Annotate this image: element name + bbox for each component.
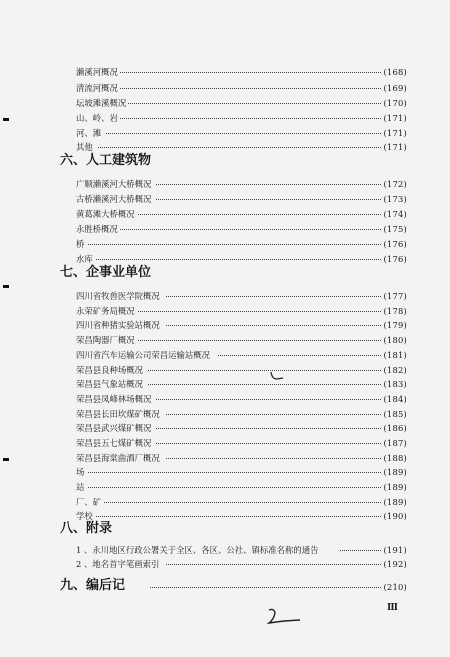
- toc-entry: [76, 378, 407, 390]
- toc-entry: [76, 223, 407, 235]
- toc-entry-label: 黄葛滩大桥概况: [76, 209, 135, 219]
- toc-entry-page: (183): [383, 379, 407, 389]
- toc-entry: [76, 178, 407, 190]
- toc-entry-page: (176): [383, 254, 407, 264]
- toc-entry-page: (168): [383, 67, 407, 77]
- section-heading: 八、附录: [60, 521, 113, 536]
- toc-entry-label: 荣昌县良种场概况: [76, 365, 143, 375]
- toc-entry-page: (189): [383, 467, 407, 477]
- handwritten-scribble: [266, 606, 306, 628]
- toc-entry: [76, 97, 407, 109]
- toc-entry-page: (169): [383, 83, 407, 93]
- toc-entry-page: (180): [383, 335, 407, 345]
- toc-entry-label: 荣昌县海棠曲酒厂概况: [76, 453, 160, 463]
- toc-entry-page: (178): [383, 306, 407, 316]
- toc-entry-label: 荣昌县五七煤矿概况: [76, 438, 152, 448]
- toc-entry-label: 荣昌县武兴煤矿概况: [76, 423, 152, 433]
- toc-entry-page: (191): [383, 545, 407, 555]
- toc-entry-label: 荣昌县凤峰林场概况: [76, 394, 152, 404]
- pencil-tick-mark: [269, 370, 285, 382]
- toc-entry: [76, 112, 407, 124]
- toc-entry-label: 山、岭、岩: [76, 113, 118, 123]
- toc-entry-label: 水库: [76, 254, 93, 264]
- toc-entry-page: (181): [383, 350, 407, 360]
- toc-entry-page: (177): [383, 291, 407, 301]
- toc-entry-label: 清流河概况: [76, 83, 118, 93]
- toc-entry-label: 桥: [76, 239, 85, 249]
- toc-entry: [76, 127, 407, 139]
- toc-entry-page: (170): [383, 98, 407, 108]
- toc-entry-page: (173): [383, 194, 407, 204]
- toc-entry: [76, 452, 407, 464]
- page-number: Ⅲ: [387, 603, 398, 613]
- toc-entry-label: 荣昌县气象站概况: [76, 379, 143, 389]
- toc-entry: [76, 544, 407, 556]
- toc-entry-label: 厂、矿: [76, 497, 102, 507]
- toc-entry: [76, 319, 407, 331]
- toc-entry-page: (190): [383, 511, 407, 521]
- margin-mark: [3, 285, 9, 288]
- toc-entry-page: (184): [383, 394, 407, 404]
- toc-entry: [76, 466, 407, 478]
- toc-entry-page: (186): [383, 423, 407, 433]
- toc-entry-label: 四川省汽车运输公司荣昌运输站概况: [76, 350, 210, 360]
- toc-entry: [76, 349, 407, 361]
- toc-entry: [76, 141, 407, 153]
- toc-entry: [76, 496, 407, 508]
- toc-entry: [76, 481, 407, 493]
- toc-entry-label: 荣昌陶器厂概况: [76, 335, 135, 345]
- toc-entry-page: (172): [383, 179, 407, 189]
- toc-entry-label: 濑溪河概况: [76, 67, 118, 77]
- toc-entry-page: (171): [383, 128, 407, 138]
- toc-entry-label: 站: [76, 482, 85, 492]
- toc-entry-label: 四川省牧兽医学院概况: [76, 291, 160, 301]
- toc-entry: [76, 393, 407, 405]
- toc-entry-page: (187): [383, 438, 407, 448]
- toc-entry-page: (171): [383, 142, 407, 152]
- toc-entry-page: (210): [383, 582, 407, 592]
- toc-entry: [76, 82, 407, 94]
- toc-entry-page: (188): [383, 453, 407, 463]
- toc-entry-label: 永胜桥概况: [76, 224, 118, 234]
- toc-entry-label: 1 、永川地区行政公署关于全区、各区、公社、镇标准名称的通告: [76, 545, 319, 555]
- toc-entry-page: (182): [383, 365, 407, 375]
- toc-entry-label: 坛坡滩溪概况: [76, 98, 127, 108]
- toc-entry-page: (192): [383, 559, 407, 569]
- toc-entry-page: (189): [383, 482, 407, 492]
- toc-entry: [76, 305, 407, 317]
- toc-entry-label: 2 、地名首字笔画索引: [76, 559, 160, 569]
- toc-entry-label: 河、滩: [76, 128, 102, 138]
- toc-entry-page: (174): [383, 209, 407, 219]
- toc-entry: [76, 408, 407, 420]
- section-heading: 七、企事业单位: [60, 265, 152, 280]
- toc-entry: [76, 208, 407, 220]
- toc-entry-label: 学校: [76, 511, 93, 521]
- toc-entry-page: (189): [383, 497, 407, 507]
- toc-entry: [76, 290, 407, 302]
- toc-entry: [76, 334, 407, 346]
- toc-entry-page: (171): [383, 113, 407, 123]
- toc-entry-page: (176): [383, 239, 407, 249]
- toc-entry: [76, 510, 407, 522]
- margin-mark: [3, 118, 9, 121]
- toc-entry-label: 永荣矿务局概况: [76, 306, 135, 316]
- toc-entry-page: (175): [383, 224, 407, 234]
- toc-entry-label: 其他: [76, 142, 93, 152]
- toc-entry-page: (185): [383, 409, 407, 419]
- toc-entry: [150, 581, 407, 593]
- toc-entry: [76, 193, 407, 205]
- toc-entry-label: 古桥濑溪河大桥概况: [76, 194, 152, 204]
- toc-entry: [76, 422, 407, 434]
- toc-entry-label: 场: [76, 467, 85, 477]
- toc-entry-label: 四川省种猪实验站概况: [76, 320, 160, 330]
- toc-entry: [76, 558, 407, 570]
- section-heading: 九、编后记: [60, 578, 126, 593]
- toc-entry: [76, 253, 407, 265]
- margin-mark: [3, 458, 9, 461]
- toc-entry-label: 荣昌县长田坎煤矿概况: [76, 409, 160, 419]
- section-heading: 六、人工建筑物: [60, 153, 152, 168]
- toc-entry-label: 广顺濑溪河大桥概况: [76, 179, 152, 189]
- toc-entry: [76, 437, 407, 449]
- toc-entry: [76, 364, 407, 376]
- toc-entry: [76, 238, 407, 250]
- toc-entry-page: (179): [383, 320, 407, 330]
- toc-entry: [76, 66, 407, 78]
